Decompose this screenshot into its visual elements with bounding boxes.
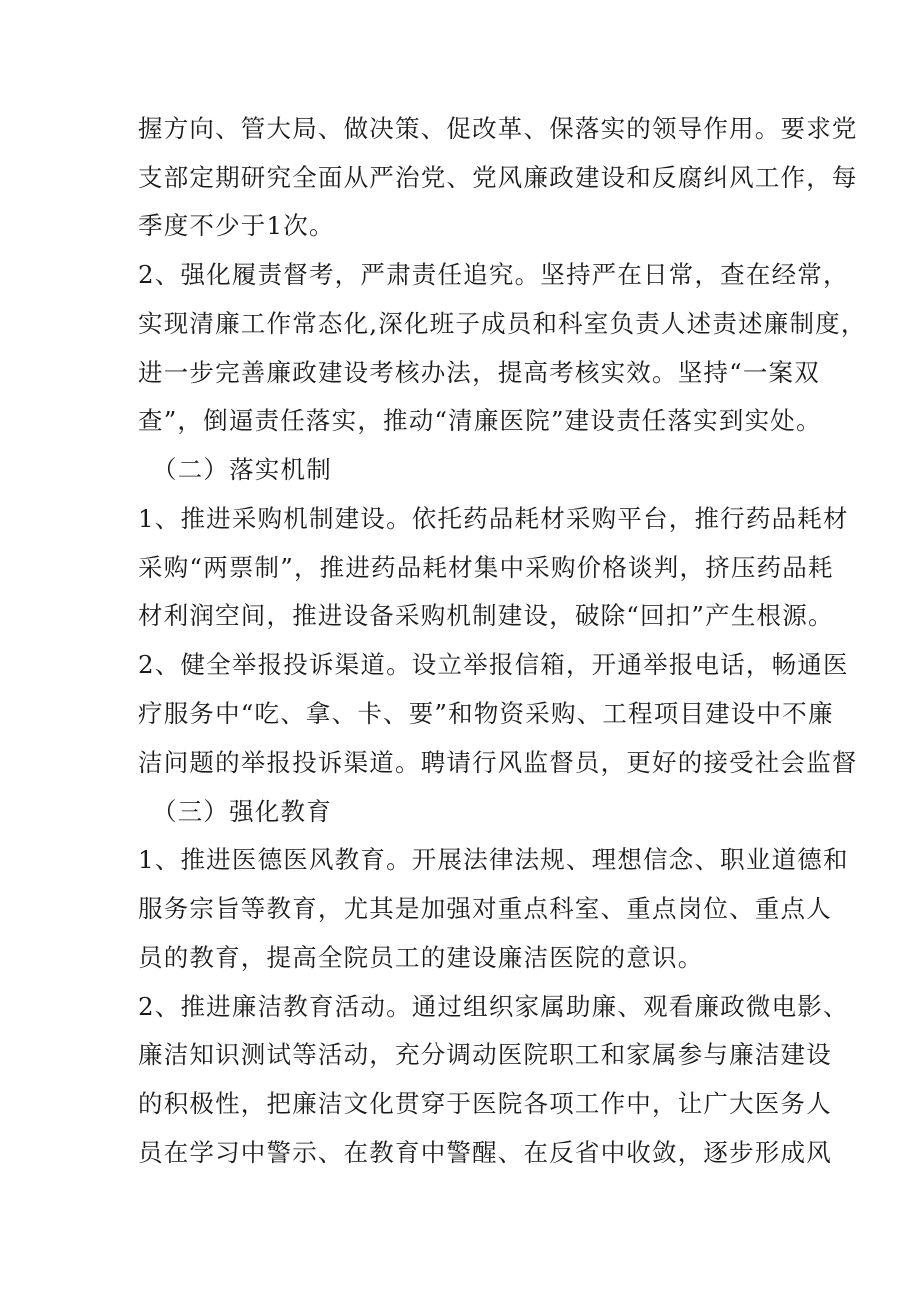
text-line: 进一步完善廉政建设考核办法，提高考核实效。坚持“一案双 [138, 358, 820, 387]
text-line: 1、推进采购机制建设。依托药品耗材采购平台，推行药品耗材 [138, 504, 849, 533]
text-line: 季度不少于1次。 [138, 211, 335, 240]
text-line: 疗服务中“吃、拿、卡、要”和物资采购、工程项目建设中不廉 [138, 699, 834, 728]
text-line: 1、推进医德医风教育。开展法律法规、理想信念、职业道德和 [138, 845, 849, 874]
text-line: 2、推进廉洁教育活动。通过组织家属助廉、观看廉政微电影、 [138, 992, 849, 1021]
text-line: 廉洁知识测试等活动，充分调动医院职工和家属参与廉洁建设 [138, 1040, 832, 1069]
text-line: 支部定期研究全面从严治党、党风廉政建设和反腐纠风工作，每 [138, 163, 858, 192]
text-line: 查”，倒逼责任落实，推动“清廉医院”建设责任落实到实处。 [138, 406, 822, 435]
text-line: 2、强化履责督考，严肃责任追究。坚持严在日常，查在经常， [138, 260, 849, 289]
text-line: 员的教育，提高全院员工的建设廉洁医院的意识。 [138, 943, 704, 972]
text-line: 2、健全举报投诉渠道。设立举报信箱，开通举报电话，畅通医 [138, 650, 849, 679]
text-line: 员在学习中警示、在教育中警醒、在反省中收敛，逐步形成风 [138, 1138, 832, 1167]
text-line: 的积极性，把廉洁文化贯穿于医院各项工作中，让广大医务人 [138, 1089, 832, 1118]
text-line: 实现清廉工作常态化,深化班子成员和科室负责人述责述廉制度， [138, 309, 867, 338]
text-line: 采购“两票制”，推进药品耗材集中采购价格谈判，挤压药品耗 [138, 553, 834, 582]
text-line: 握方向、管大局、做决策、促改革、保落实的领导作用。要求党 [138, 114, 858, 143]
section-heading: （三）强化教育 [152, 797, 332, 826]
text-line: 洁问题的举报投诉渠道。聘请行风监督员，更好的接受社会监督 [138, 748, 858, 777]
text-line: 材利润空间，推进设备采购机制建设，破除“回扣”产生根源。 [138, 601, 834, 630]
text-line: 服务宗旨等教育，尤其是加强对重点科室、重点岗位、重点人 [138, 894, 832, 923]
section-heading: （二）落实机制 [152, 455, 332, 484]
